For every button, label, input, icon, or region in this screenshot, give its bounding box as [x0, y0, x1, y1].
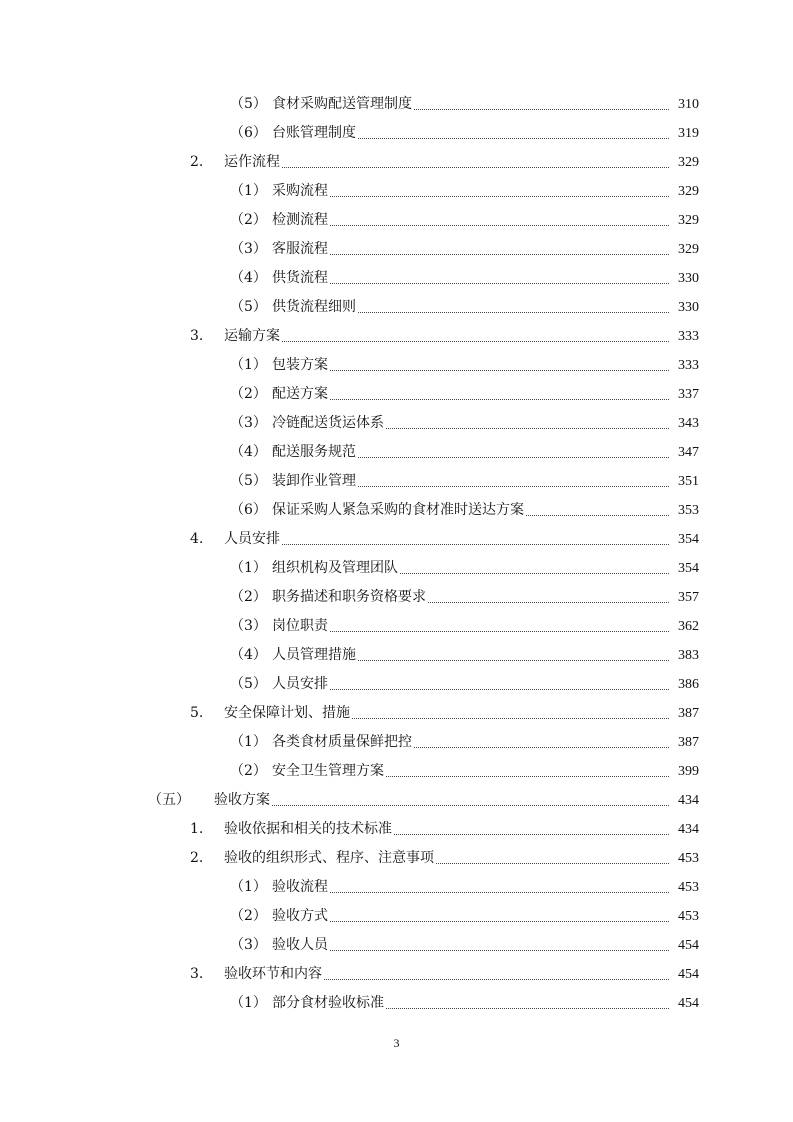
toc-entry[interactable]: [0, 119, 793, 148]
toc-entry[interactable]: [0, 641, 793, 670]
toc-entry-number: （1）: [230, 183, 267, 199]
toc-entry[interactable]: [0, 206, 793, 235]
toc-entry[interactable]: [0, 90, 793, 119]
toc-entry-number: （3）: [230, 618, 267, 634]
toc-entry-page: 387: [678, 706, 699, 721]
toc-entry-leader: [272, 612, 669, 641]
toc-entry-number: （2）: [230, 589, 267, 605]
toc-entry-number: （1）: [230, 995, 267, 1011]
toc-entry-number: （3）: [230, 415, 267, 431]
toc-entry-number: （4）: [230, 270, 267, 286]
toc-entry-page: 329: [678, 242, 699, 257]
toc-entry-page: 347: [678, 445, 699, 460]
toc-entry-page: 454: [678, 996, 699, 1011]
toc-entry-number: （6）: [230, 502, 267, 518]
toc-entry-leader: [272, 235, 669, 264]
toc-entry-leader: [272, 380, 669, 409]
toc-entry-leader: [272, 931, 669, 960]
toc-entry[interactable]: [0, 409, 793, 438]
toc-entry[interactable]: [0, 583, 793, 612]
toc-entry[interactable]: [0, 699, 793, 728]
toc-entry[interactable]: [0, 177, 793, 206]
toc-entry-title: 包装方案: [272, 351, 330, 380]
toc-entry-page: 329: [678, 213, 699, 228]
toc-entry-title: 验收方式: [272, 902, 330, 931]
toc-entry-number: （1）: [230, 879, 267, 895]
toc-entry-title: 冷链配送货运体系: [272, 409, 386, 438]
toc-entry-title: 组织机构及管理团队: [272, 554, 400, 583]
toc-entry-leader: [272, 873, 669, 902]
toc-entry-leader: [224, 525, 669, 554]
toc-entry-title: 采购流程: [272, 177, 330, 206]
toc-entry-page: 453: [678, 851, 699, 866]
toc-entry-leader: [214, 786, 669, 815]
toc-entry-page: 387: [678, 735, 699, 750]
toc-entry[interactable]: [0, 438, 793, 467]
toc-entry-title: 验收方案: [214, 786, 272, 815]
toc-entry[interactable]: [0, 873, 793, 902]
toc-entry[interactable]: [0, 467, 793, 496]
toc-entry[interactable]: [0, 815, 793, 844]
toc-entry-title: 供货流程: [272, 264, 330, 293]
toc-entry-title: 供货流程细则: [272, 293, 358, 322]
toc-entry-page: 353: [678, 503, 699, 518]
toc-entry-title: 配送方案: [272, 380, 330, 409]
toc-entry-number: （五）: [148, 792, 190, 808]
toc-entry-title: 岗位职责: [272, 612, 330, 641]
page-number: 3: [393, 1036, 400, 1050]
toc-entry[interactable]: [0, 235, 793, 264]
toc-entry-number: （3）: [230, 937, 267, 953]
toc-entry-number: 5.: [190, 705, 204, 721]
toc-entry-number: （5）: [230, 676, 267, 692]
toc-entry-title: 配送服务规范: [272, 438, 358, 467]
toc-entry-title: 人员安排: [272, 670, 330, 699]
toc-entry[interactable]: [0, 786, 793, 815]
toc-entry-title: 台账管理制度: [272, 119, 358, 148]
toc-entry-title: 人员安排: [224, 525, 282, 554]
toc-entry-number: （3）: [230, 241, 267, 257]
toc-entry-page: 333: [678, 358, 699, 373]
toc-entry[interactable]: [0, 728, 793, 757]
toc-entry-title: 验收环节和内容: [224, 960, 324, 989]
toc-entry-title: 人员管理措施: [272, 641, 358, 670]
toc-entry-page: 343: [678, 416, 699, 431]
toc-entry-page: 329: [678, 155, 699, 170]
toc-entry-title: 检测流程: [272, 206, 330, 235]
toc-entry[interactable]: [0, 931, 793, 960]
toc-entry-page: 453: [678, 880, 699, 895]
toc-entry-number: （5）: [230, 299, 267, 315]
toc-entry-title: 运输方案: [224, 322, 282, 351]
toc-entry-number: （5）: [230, 96, 267, 112]
toc-entry[interactable]: [0, 351, 793, 380]
toc-entry-number: 4.: [190, 531, 204, 547]
toc-entry-title: 客服流程: [272, 235, 330, 264]
toc-entry-page: 357: [678, 590, 699, 605]
toc-entry-title: 部分食材验收标准: [272, 989, 386, 1018]
toc-entry-title: 验收人员: [272, 931, 330, 960]
toc-entry-title: 食材采购配送管理制度: [272, 90, 414, 119]
toc-entry-page: 454: [678, 938, 699, 953]
toc-entry-page: 434: [678, 822, 699, 837]
toc-entry[interactable]: [0, 612, 793, 641]
toc-entry[interactable]: [0, 989, 793, 1018]
toc-entry-number: （1）: [230, 357, 267, 373]
toc-entry-title: 装卸作业管理: [272, 467, 358, 496]
toc-entry-number: 2.: [190, 154, 204, 170]
toc-entry-title: 保证采购人紧急采购的食材准时送达方案: [272, 496, 526, 525]
toc-entry-title: 职务描述和职务资格要求: [272, 583, 428, 612]
toc-entry-page: 329: [678, 184, 699, 199]
toc-entry-leader: [224, 148, 669, 177]
toc-entry-page: 399: [678, 764, 699, 779]
toc-entry-page: 337: [678, 387, 699, 402]
toc-entry-page: 354: [678, 561, 699, 576]
toc-entry[interactable]: [0, 148, 793, 177]
toc-entry-leader: [272, 177, 669, 206]
toc-entry[interactable]: [0, 554, 793, 583]
toc-entry[interactable]: [0, 670, 793, 699]
toc-entry-page: 454: [678, 967, 699, 982]
toc-entry-title: 安全保障计划、措施: [224, 699, 352, 728]
toc-entry[interactable]: [0, 264, 793, 293]
toc-entry-title: 安全卫生管理方案: [272, 757, 386, 786]
toc-entry-page: 453: [678, 909, 699, 924]
toc-entry[interactable]: [0, 902, 793, 931]
toc-entry-title: 验收流程: [272, 873, 330, 902]
toc-entry-page: 434: [678, 793, 699, 808]
toc-entry-page: 310: [678, 97, 699, 112]
toc-entry-title: 运作流程: [224, 148, 282, 177]
toc-entry-title: 各类食材质量保鲜把控: [272, 728, 414, 757]
toc-entry-page: 351: [678, 474, 699, 489]
toc-entry[interactable]: [0, 844, 793, 873]
toc-entry-number: （4）: [230, 647, 267, 663]
toc-entry[interactable]: [0, 960, 793, 989]
toc-entry[interactable]: [0, 496, 793, 525]
toc-entry-title: 验收依据和相关的技术标准: [224, 815, 394, 844]
toc-entry[interactable]: [0, 293, 793, 322]
toc-entry-page: 354: [678, 532, 699, 547]
toc-entry-leader: [272, 264, 669, 293]
toc-entry-leader: [272, 206, 669, 235]
table-of-contents: [0, 90, 793, 1018]
toc-entry-page: 383: [678, 648, 699, 663]
toc-entry-number: （2）: [230, 212, 267, 228]
toc-entry-number: 3.: [190, 966, 204, 982]
toc-entry[interactable]: [0, 757, 793, 786]
toc-entry[interactable]: [0, 380, 793, 409]
toc-entry-number: （1）: [230, 734, 267, 750]
toc-entry[interactable]: [0, 525, 793, 554]
toc-entry-page: 362: [678, 619, 699, 634]
toc-entry-number: （6）: [230, 125, 267, 141]
toc-entry-number: 3.: [190, 328, 204, 344]
toc-entry-page: 333: [678, 329, 699, 344]
toc-entry[interactable]: [0, 322, 793, 351]
toc-entry-page: 386: [678, 677, 699, 692]
toc-entry-number: （2）: [230, 908, 267, 924]
toc-entry-leader: [272, 902, 669, 931]
toc-entry-title: 验收的组织形式、程序、注意事项: [224, 844, 436, 873]
toc-entry-page: 319: [678, 126, 699, 141]
toc-entry-number: 2.: [190, 850, 204, 866]
toc-entry-page: 330: [678, 300, 699, 315]
toc-entry-number: （4）: [230, 444, 267, 460]
toc-entry-leader: [272, 670, 669, 699]
toc-entry-leader: [224, 322, 669, 351]
toc-entry-number: （2）: [230, 386, 267, 402]
toc-entry-number: （2）: [230, 763, 267, 779]
toc-entry-number: （1）: [230, 560, 267, 576]
toc-entry-leader: [272, 351, 669, 380]
toc-entry-number: 1.: [190, 821, 204, 837]
toc-entry-page: 330: [678, 271, 699, 286]
toc-entry-number: （5）: [230, 473, 267, 489]
